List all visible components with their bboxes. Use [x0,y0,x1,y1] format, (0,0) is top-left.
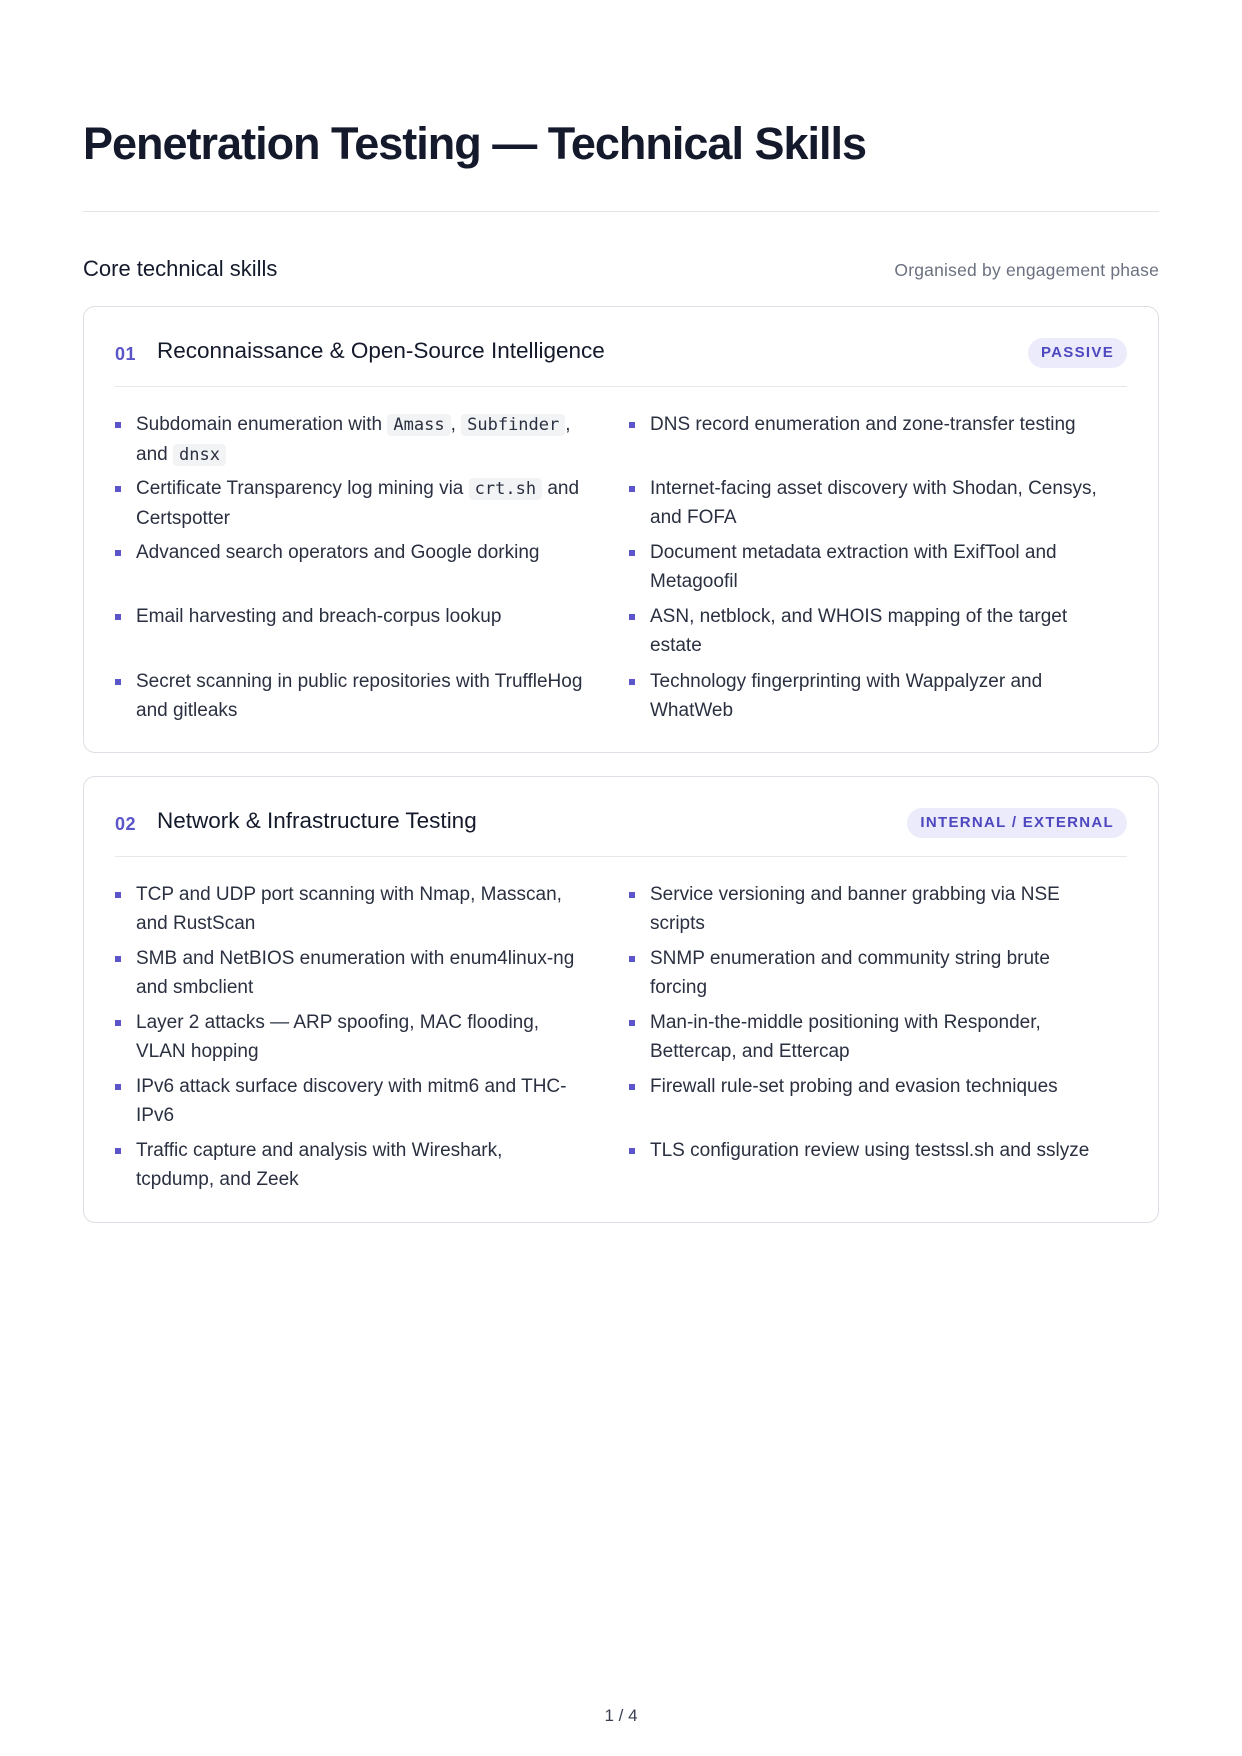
skill-item [115,880,585,938]
card-divider [115,856,1127,857]
skill-item [629,538,1099,596]
card-number: 01 [115,344,137,364]
skill-text-segment: Layer 2 attacks — ARP spoofing, MAC flooding, VLAN hopping [136,1012,540,1062]
skill-item [115,538,585,567]
skill-text-segment: Firewall rule-set probing and evasion techniques [650,1076,1058,1097]
bullet-icon [115,614,121,620]
section-title: Core technical skills [83,256,278,281]
skill-text-segment: and Certspotter [136,478,580,529]
bullet-icon [115,550,121,556]
skill-text-segment: Document metadata extraction with ExifTool and Metagoofil [650,542,1057,592]
card-divider [115,386,1127,387]
skill-text-segment: , and [136,414,571,465]
skill-text [629,602,1099,660]
bullet-icon [629,892,635,898]
skill-text-segment: Service versioning and banner grabbing via NSE scripts [650,884,1060,934]
skill-text [115,538,585,567]
skill-text [629,880,1099,938]
bullet-icon [629,550,635,556]
skill-item [629,602,1099,660]
skill-text-segment: Secret scanning in public repositories with TruffleHog and gitleaks [136,671,583,721]
skill-item [115,474,585,533]
skill-text [629,1072,1099,1101]
bullet-icon [629,614,635,620]
skill-text-segment: Internet-facing asset discovery with Shodan, Censys, and FOFA [650,478,1097,528]
bullet-icon [629,422,635,428]
card-badge: PASSIVE [1028,338,1127,368]
skill-text-segment: Email harvesting and breach-corpus lookup [136,606,502,627]
bullet-icon [115,679,121,685]
skill-text [115,667,585,725]
card-title: Network & Infrastructure Testing [157,808,477,833]
bullet-icon [115,1148,121,1154]
bullet-icon [629,956,635,962]
card-badge: INTERNAL / EXTERNAL [907,808,1127,838]
skill-text [629,667,1099,725]
skill-text-segment: Traffic capture and analysis with Wireshark, tcpdump, and Zeek [136,1140,503,1190]
skill-text [115,474,585,533]
skill-card-recon [83,306,1159,753]
skill-text-segment: SMB and NetBIOS enumeration with enum4linux-ng and smbclient [136,948,575,998]
bullet-icon [115,1084,121,1090]
skill-text [115,1072,585,1130]
skill-item [115,1136,585,1194]
skill-text-segment: ASN, netblock, and WHOIS mapping of the target estate [650,606,1068,656]
tool-code: crt.sh [469,478,542,500]
skill-item [629,1008,1099,1066]
skill-text-segment: Advanced search operators and Google dorking [136,542,540,563]
skill-text-segment: TCP and UDP port scanning with Nmap, Masscan, and RustScan [136,884,562,934]
skill-text [629,1136,1099,1165]
skill-item [629,667,1099,725]
skill-text-segment: Subdomain enumeration with [136,414,388,435]
skill-text-segment: DNS record enumeration and zone-transfer testing [650,414,1076,435]
bullet-icon [629,1148,635,1154]
section-header [83,256,1159,286]
skill-text-segment: SNMP enumeration and community string brute forcing [650,948,1050,998]
page-title: Penetration Testing — Technical Skills [83,118,867,169]
tool-code: dnsx [173,444,226,466]
bullet-icon [115,956,121,962]
bullet-icon [115,422,121,428]
skill-card-network [83,776,1159,1223]
skill-item [115,410,585,470]
skill-text [115,602,585,631]
skill-text [629,410,1099,439]
skill-item [115,944,585,1002]
skill-text [115,410,585,470]
bullet-icon [629,1020,635,1026]
bullet-icon [629,1084,635,1090]
skill-item [629,944,1099,1002]
skill-text [115,1136,585,1194]
skill-item [629,880,1099,938]
skill-text-segment: Technology fingerprinting with Wappalyzer and WhatWeb [650,671,1043,721]
card-header [115,777,1127,857]
skill-text [629,1008,1099,1066]
skill-item [115,1008,585,1066]
skill-item [115,667,585,725]
bullet-icon [115,1020,121,1026]
skill-item [629,1072,1099,1101]
skill-text-segment: Man-in-the-middle positioning with Responder, Bettercap, and Ettercap [650,1012,1041,1062]
skill-text [115,1008,585,1066]
skill-text [629,474,1099,532]
skill-item [629,474,1099,532]
tool-code: Subfinder [461,414,565,436]
skill-text-segment: Certificate Transparency log mining via [136,478,469,499]
skill-text [115,944,585,1002]
bullet-icon [115,486,121,492]
skill-text [629,944,1099,1002]
skill-text [629,538,1099,596]
bullet-icon [629,679,635,685]
skill-text-segment: TLS configuration review using testssl.sh and sslyze [650,1140,1090,1161]
card-title: Reconnaissance & Open-Source Intelligence [157,338,605,363]
title-divider [83,211,1159,212]
section-note: Organised by engagement phase [894,260,1159,280]
tool-code: Amass [387,414,450,436]
skill-text [115,880,585,938]
skill-text-segment: IPv6 attack surface discovery with mitm6 and THC-IPv6 [136,1076,567,1126]
skill-item [115,1072,585,1130]
skill-item [115,602,585,631]
card-header [115,307,1127,387]
skill-text-segment: , [450,414,462,435]
card-number: 02 [115,814,137,834]
bullet-icon [115,892,121,898]
skill-item [629,1136,1099,1165]
skill-item [629,410,1099,439]
page-number: 1 / 4 [604,1706,638,1725]
bullet-icon [629,486,635,492]
